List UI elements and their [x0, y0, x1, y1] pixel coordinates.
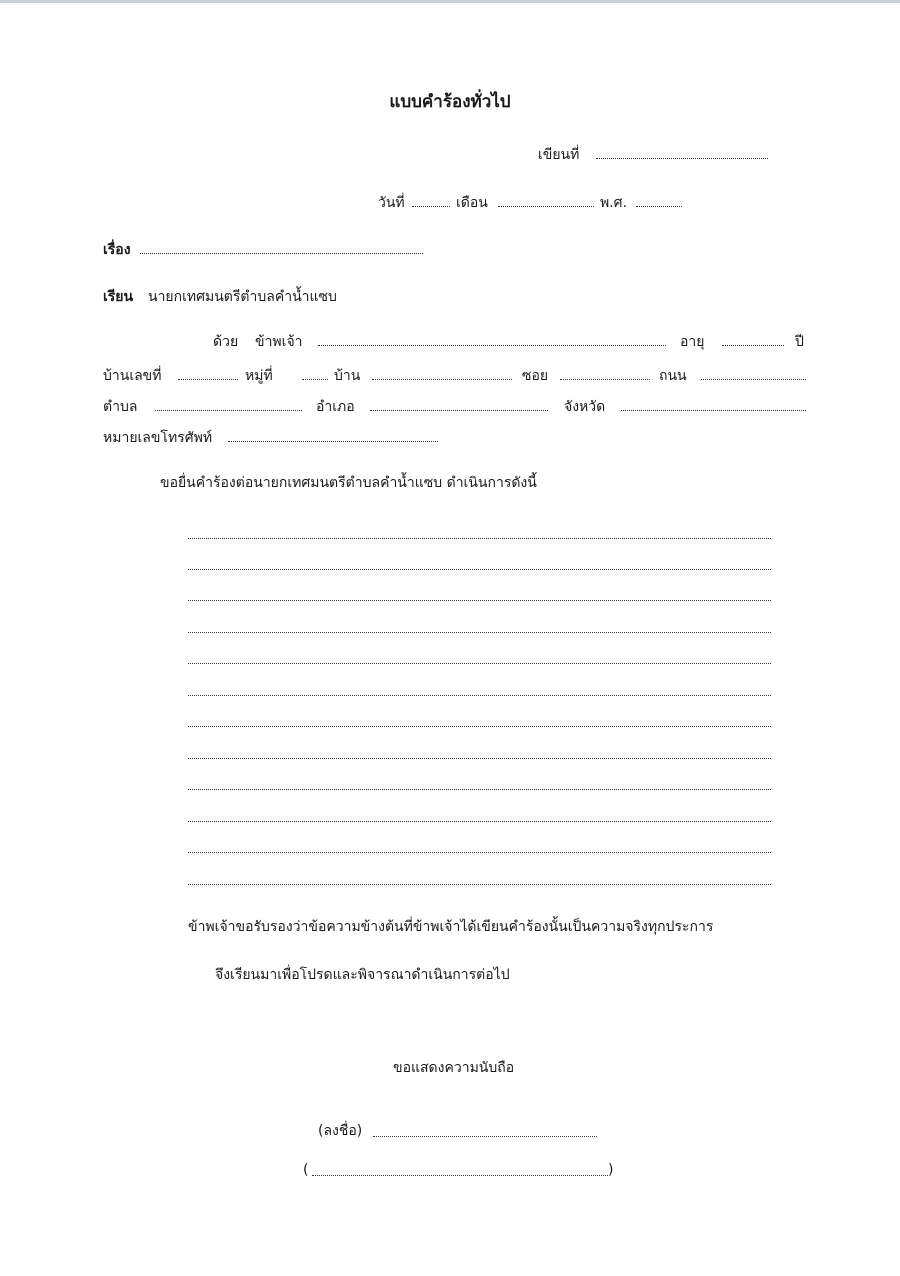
year-label: พ.ศ. [600, 195, 628, 211]
phone-label: หมายเลขโทรศัพท์ [103, 430, 213, 446]
request-line[interactable] [188, 821, 771, 822]
request-line[interactable] [188, 695, 771, 696]
moo-label: หมู่ที่ [245, 368, 273, 384]
request-line[interactable] [188, 569, 771, 570]
form-title: แบบคำร้องทั่วไป [389, 92, 511, 112]
applicant-name-field[interactable] [318, 345, 666, 346]
month-field[interactable] [498, 206, 594, 207]
subject-label: เรื่อง [103, 242, 131, 258]
house-no-field[interactable] [178, 379, 238, 380]
day-field[interactable] [412, 206, 450, 207]
name-paren-close: ) [608, 1162, 614, 1178]
age-field[interactable] [722, 345, 784, 346]
month-label: เดือน [456, 195, 488, 211]
to-value: นายกเทศมนตรีตำบลคำน้ำแซบ [148, 289, 337, 305]
sign-label: (ลงชื่อ) [318, 1123, 363, 1139]
request-line[interactable] [188, 789, 771, 790]
to-label: เรียน [103, 289, 134, 305]
signature-field[interactable] [373, 1136, 597, 1137]
age-unit: ปี [795, 334, 804, 350]
printed-name-field[interactable] [312, 1175, 608, 1176]
house-no-label: บ้านเลขที่ [103, 368, 162, 384]
regards-text: ขอแสดงความนับถือ [393, 1060, 515, 1076]
request-line[interactable] [188, 726, 771, 727]
province-field[interactable] [621, 410, 806, 411]
moo-field[interactable] [302, 379, 328, 380]
subdistrict-field[interactable] [155, 410, 302, 411]
request-line[interactable] [188, 663, 771, 664]
village-label: บ้าน [334, 368, 361, 384]
scan-top-edge [0, 0, 900, 3]
name-paren-open: ( [303, 1162, 309, 1178]
by-label: ด้วย [213, 334, 239, 350]
request-line[interactable] [188, 758, 771, 759]
age-label: อายุ [680, 334, 705, 350]
request-line[interactable] [188, 852, 771, 853]
written-at-label: เขียนที่ [538, 147, 580, 163]
road-field[interactable] [701, 379, 806, 380]
subject-field[interactable] [140, 253, 423, 254]
subdistrict-label: ตำบล [103, 399, 138, 415]
district-field[interactable] [370, 410, 548, 411]
request-intro: ขอยื่นคำร้องต่อนายกเทศมนตรีตำบลคำน้ำแซบ ดำเนินการดังนี้ [160, 475, 537, 491]
date-label: วันที่ [378, 195, 405, 211]
request-line[interactable] [188, 538, 771, 539]
village-field[interactable] [372, 379, 512, 380]
request-line[interactable] [188, 632, 771, 633]
certify-text: ข้าพเจ้าขอรับรองว่าข้อความข้างต้นที่ข้าพเจ้าได้เขียนคำร้องนั้นเป็นความจริงทุกประการ [188, 919, 714, 935]
district-label: อำเภอ [316, 399, 355, 415]
applicant-label: ข้าพเจ้า [255, 334, 303, 350]
request-line[interactable] [188, 884, 771, 885]
request-line[interactable] [188, 600, 771, 601]
year-field[interactable] [636, 206, 682, 207]
phone-field[interactable] [228, 441, 438, 442]
road-label: ถนน [659, 368, 687, 384]
soi-label: ซอย [522, 368, 549, 384]
written-at-field[interactable] [596, 158, 768, 159]
closing-text: จึงเรียนมาเพื่อโปรดและพิจารณาดำเนินการต่อไป [215, 967, 510, 983]
province-label: จังหวัด [564, 399, 606, 415]
soi-field[interactable] [560, 379, 650, 380]
